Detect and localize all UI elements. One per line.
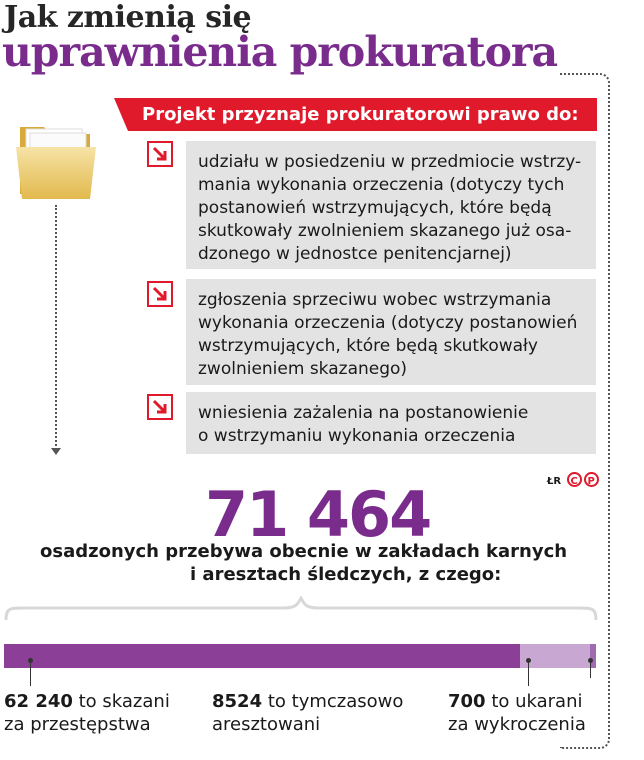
item-3 (186, 392, 596, 454)
label-fined-text-1: to ukarani (491, 691, 583, 712)
value-fined: 700 (448, 691, 486, 712)
item-2-line: wstrzymujących, które będą skutkowały (198, 336, 538, 356)
label-detained (212, 690, 403, 736)
total-number: 71 464 (205, 478, 431, 551)
leader-line (30, 660, 31, 686)
item-3-line: o wstrzymaniu wykonania orzeczenia (198, 426, 516, 446)
curly-brace (4, 596, 598, 622)
arrow-icon (147, 281, 173, 307)
section-header: Projekt przyznaje prokuratorowi prawo do: (128, 98, 597, 131)
folder-icon (14, 113, 98, 205)
item-1-line: mania wykonania orzeczenia (dotyczy tych (198, 175, 565, 195)
bar-segment-convicted (4, 644, 520, 668)
credit-logo (547, 472, 599, 487)
label-convicted-text-2: za przestępstwa (4, 714, 151, 735)
dotted-arrow-head (51, 448, 61, 455)
total-description-1: osadzonych przebywa obecnie w zakładach karnych (40, 541, 568, 562)
item-1 (186, 141, 596, 269)
leader-line (528, 660, 529, 686)
bar-segment-detained (520, 644, 591, 668)
arrow-icon (147, 141, 173, 167)
total-description-2: i aresztach śledczych, z czego: (190, 564, 502, 585)
arrow-icon (147, 394, 173, 420)
title-line-2: uprawnienia prokuratora (2, 28, 558, 76)
leader-dot (28, 658, 33, 663)
label-fined-text-2: za wykroczenia (448, 714, 586, 735)
item-2-line: zgłoszenia sprzeciwu wobec wstrzymania (198, 290, 552, 310)
logo-letter-p: P (584, 472, 599, 487)
value-convicted: 62 240 (4, 691, 73, 712)
label-convicted-text-1: to skazani (78, 691, 170, 712)
bar-segment-fined (590, 644, 596, 668)
label-convicted (4, 690, 170, 736)
label-fined (448, 690, 586, 736)
label-detained-text-1: to tymczasowo (267, 691, 404, 712)
item-1-line: skutkowały zwolnieniem skazanego już osa- (198, 221, 572, 241)
item-2-line: zwolnieniem skazanego) (198, 359, 408, 379)
item-1-line: udziału w posiedzeniu w przedmiocie wstrzy- (198, 152, 582, 172)
item-3-line: wniesienia zażalenia na postanowienie (198, 403, 529, 423)
leader-dot (588, 658, 593, 663)
credit-initials: ŁR (547, 476, 562, 487)
title-line-1: Jak zmienią się (4, 0, 252, 35)
leader-dot (526, 658, 531, 663)
logo-letter-c: C (567, 472, 582, 487)
stacked-bar (4, 644, 596, 668)
dotted-left-line (55, 205, 57, 453)
item-2 (186, 279, 596, 385)
item-2-line: wykonania orzeczenia (dotyczy postanowień (198, 313, 578, 333)
item-1-line: dzonego w jednostce penitencjarnej) (198, 244, 512, 264)
item-1-line: postanowień wstrzymujących, które będą (198, 198, 552, 218)
value-detained: 8524 (212, 691, 263, 712)
label-detained-text-2: aresztowani (212, 714, 321, 735)
